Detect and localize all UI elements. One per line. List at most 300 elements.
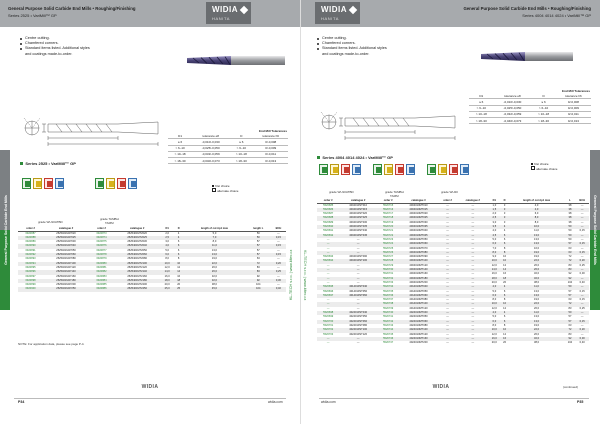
right-logo-text: WIDIA — [321, 5, 348, 14]
legend-first-choice: first choice — [212, 184, 238, 188]
table-cell: 2525401MT2160 — [127, 274, 147, 278]
table-cell: 4004010ST035 — [339, 225, 377, 229]
table-cell: 5520690 — [317, 225, 339, 229]
table-cell: 8,0 — [492, 298, 497, 302]
table-cell: 10,0 — [488, 302, 500, 306]
table-cell: 13,0 — [183, 253, 246, 257]
table-cell: 83 — [568, 263, 572, 267]
table-cell: 6920885 — [96, 283, 107, 287]
table-cell: 19,0 — [534, 298, 540, 302]
left-feature-bullets — [20, 36, 95, 57]
left-logo-text: WIDIA — [212, 5, 239, 14]
table-cell: — — [277, 248, 280, 252]
tol-header-cell: tolerance e8 — [494, 93, 532, 99]
table-cell: 16 — [501, 337, 509, 341]
tol-cell: 0/-0,011 — [556, 111, 591, 117]
table-cell: 6920889 — [25, 240, 36, 244]
table-cell: — — [457, 311, 488, 315]
table-cell: 5520691 — [323, 229, 334, 233]
table-cell: 5520718 — [377, 216, 399, 220]
table-cell: 4014010MT060 — [399, 294, 437, 298]
table-cell: 104 — [567, 280, 573, 284]
table-cell: 4,0 — [160, 244, 174, 248]
table-cell: 6 — [177, 240, 180, 244]
table-cell: — — [446, 203, 449, 207]
table-cell: 4004010MT040 — [409, 229, 428, 233]
table-cell: 4004010MT025 — [399, 216, 437, 220]
left-footer-rule — [14, 398, 286, 399]
table-cell: — — [446, 237, 449, 241]
table-cell: 7,0 — [492, 246, 497, 250]
table-cell: 4,0 — [488, 311, 500, 315]
legend-alternate-choice: alternate choice — [531, 166, 557, 171]
right-grade2-label: grade TAMBH — [385, 190, 404, 194]
table-cell: 83 — [256, 265, 260, 269]
table-cell: 9,0 — [492, 255, 497, 259]
table-cell: 5520733 — [383, 280, 394, 284]
cast-iron-material-icon — [44, 178, 53, 189]
table-cell: 5520717 — [383, 212, 394, 216]
table-cell: 2,5 — [160, 236, 174, 240]
table-cell: 5520685 — [323, 203, 334, 207]
table-cell: — — [277, 231, 280, 235]
table-cell: 11,0 — [509, 311, 565, 315]
table-cell: 13,0 — [534, 237, 540, 241]
right-bullet: Chamfered corners. — [317, 41, 392, 46]
table-cell: 6920888 — [18, 236, 43, 240]
tol-cell: > 18–30 — [229, 157, 253, 163]
table-cell: 19,0 — [534, 255, 540, 259]
nonferrous-material-icon — [55, 178, 64, 189]
table-cell: — — [446, 272, 449, 276]
table-cell: 50 — [564, 225, 575, 229]
table-cell: — — [438, 328, 458, 332]
steel-material-icon — [22, 178, 31, 189]
table-cell: — — [356, 341, 360, 345]
table-cell: 8,0 — [534, 220, 539, 224]
table-cell: 8,0 — [165, 257, 169, 261]
table-cell: — — [438, 251, 458, 255]
table-cell: 4024010MT080 — [409, 323, 428, 327]
table-cell: — — [471, 263, 475, 267]
table-cell: 2525401M47180 — [43, 279, 89, 283]
table-cell: — — [317, 242, 339, 246]
table-cell: — — [580, 332, 584, 336]
table-cell: 50 — [246, 236, 271, 240]
table-cell: 5520697 — [317, 294, 339, 298]
table-cell: 5520725 — [383, 246, 394, 250]
table-cell: — — [356, 280, 360, 284]
table-cell: — — [575, 225, 589, 229]
tolerance-caption: End Mill Tolerances — [562, 88, 590, 93]
table-cell: 2,0 — [492, 212, 497, 216]
table-cell: 104 — [256, 283, 261, 287]
table-cell: 6920886 — [89, 287, 114, 291]
table-cell: 2,5 — [488, 216, 500, 220]
table-cell: 5520715 — [383, 203, 394, 207]
table-cell: 2525401MT2180 — [114, 279, 160, 283]
table-cell: 6920877 — [96, 248, 107, 252]
table-cell: — — [356, 298, 360, 302]
table-cell: 5520746 — [377, 337, 399, 341]
tol-row — [168, 157, 288, 163]
table-cell: 13,0 — [534, 315, 540, 319]
col-header: order # — [317, 199, 339, 203]
table-cell: — — [446, 220, 449, 224]
table-cell: 5,0 — [492, 315, 497, 319]
table-cell: 6,0 — [488, 294, 500, 298]
right-bullet: Centre cutting. — [317, 36, 392, 41]
stainless-material-icon — [33, 178, 42, 189]
table-cell: 4004010MT035 — [399, 225, 437, 229]
table-cell: 12,0 — [491, 306, 497, 310]
table-cell: 6 — [501, 320, 509, 324]
table-cell: — — [471, 229, 475, 233]
table-cell: 5520729 — [383, 263, 394, 267]
left-end-mill-photo — [185, 52, 285, 68]
table-cell: 0,15 — [271, 236, 286, 240]
table-cell: — — [438, 302, 458, 306]
table-cell: 18 — [501, 277, 509, 281]
table-cell: 5,0 — [212, 231, 217, 235]
table-cell: 5520700 — [317, 320, 339, 324]
right-choice-legend — [531, 162, 557, 172]
tol-cell: -0,025/-0,050 — [192, 145, 229, 151]
table-cell: 4004010MT140 — [399, 268, 437, 272]
table-cell: 22,0 — [509, 259, 565, 263]
table-cell: 2525401M47120 — [56, 265, 76, 269]
table-cell: 1,0 — [492, 203, 497, 207]
table-cell: 12 — [503, 306, 507, 310]
table-cell: 10,0 — [488, 328, 500, 332]
steel-material-icon — [95, 178, 104, 189]
table-cell: 5520737 — [383, 298, 394, 302]
table-cell: — — [339, 337, 377, 341]
table-cell: — — [317, 302, 339, 306]
table-cell: 20,0 — [491, 341, 497, 345]
left-technical-drawing — [18, 100, 168, 152]
table-cell: 6 — [174, 244, 183, 248]
table-cell: — — [438, 208, 458, 212]
table-row — [18, 287, 286, 291]
right-continued-label: (continued) — [563, 385, 579, 389]
table-cell: 63 — [568, 246, 572, 250]
right-footer-logo: WIDIA — [432, 384, 450, 390]
tol-row — [469, 117, 591, 123]
table-cell: — — [326, 272, 330, 276]
table-cell: 19,0 — [509, 251, 565, 255]
table-cell: — — [457, 302, 488, 306]
table-cell: 57 — [246, 253, 271, 257]
right-material-icons-grade3 — [427, 164, 469, 175]
table-cell: 16,0 — [164, 274, 170, 278]
table-cell: 10,0 — [509, 225, 565, 229]
table-cell: 38 — [564, 216, 575, 220]
col-header: catalogue # — [457, 199, 488, 203]
table-cell: — — [457, 294, 488, 298]
table-cell: 4004010MT090 — [409, 255, 428, 259]
table-row — [317, 341, 589, 345]
table-cell: 5520720 — [377, 225, 399, 229]
table-cell: — — [317, 251, 339, 255]
table-cell: — — [471, 289, 475, 293]
table-cell: — — [580, 220, 584, 224]
table-cell: 4 — [501, 311, 509, 315]
table-cell: — — [438, 285, 458, 289]
table-cell: 4024010MT160 — [399, 337, 437, 341]
table-cell: 72 — [564, 302, 575, 306]
table-cell: — — [580, 246, 584, 250]
table-cell: 6 — [503, 289, 506, 293]
right-tolerance-table — [469, 88, 591, 124]
table-cell: 4 — [501, 285, 509, 289]
right-logo-subtext: HANITA — [321, 16, 339, 21]
table-cell: 6,0 — [534, 212, 539, 216]
table-cell: 4014010MT080 — [409, 298, 428, 302]
table-cell: 4,5 — [488, 234, 500, 238]
table-cell: 4024010ST040 — [339, 311, 377, 315]
table-cell: 2525401MT2140 — [114, 270, 160, 274]
tol-cell: 0/-0,013 — [253, 157, 288, 163]
table-cell: 6,0 — [488, 242, 500, 246]
table-cell: 8,0 — [488, 251, 500, 255]
right-footer-web[interactable]: widia.com — [321, 400, 336, 404]
tol-cell: 0/-0,009 — [253, 145, 288, 151]
table-cell: 4,0 — [534, 203, 539, 207]
table-cell: 2525401M47080 — [56, 257, 76, 261]
table-cell: 0,20 — [575, 328, 589, 332]
table-cell: — — [438, 320, 458, 324]
table-cell: — — [471, 220, 475, 224]
table-cell: 4004010MT160 — [409, 272, 428, 276]
left-choice-legend — [212, 184, 238, 194]
table-cell: 8 — [503, 246, 506, 250]
table-cell: 6 — [174, 253, 183, 257]
table-cell: 4004010MT045 — [399, 234, 437, 238]
table-cell: 50 — [568, 229, 572, 233]
table-cell: 50 — [564, 234, 575, 238]
tol-cell: -0,010/-0,030 — [192, 139, 229, 145]
table-cell: — — [446, 298, 449, 302]
table-cell: 4004010MT050 — [409, 237, 428, 241]
table-cell: 2525401M47050 — [56, 248, 76, 252]
stainless-material-icon — [438, 164, 447, 175]
table-cell: 83 — [568, 306, 572, 310]
table-cell: 2525401MT2120 — [127, 265, 147, 269]
table-cell: 0,20 — [575, 259, 589, 263]
table-cell: — — [457, 225, 488, 229]
table-cell: 0,20 — [271, 262, 286, 266]
table-cell: 92 — [256, 274, 260, 278]
table-cell: 5520738 — [377, 302, 399, 306]
table-cell: 5520686 — [317, 208, 339, 212]
table-cell: 5520703 — [323, 332, 334, 336]
stainless-material-icon — [384, 164, 393, 175]
nonferrous-material-icon — [128, 178, 137, 189]
table-cell: 5520694 — [317, 259, 339, 263]
table-cell: 5520722 — [377, 234, 399, 238]
table-cell: 8 — [177, 257, 180, 261]
table-cell: 4014010ST040 — [339, 285, 377, 289]
table-cell: — — [471, 280, 475, 284]
table-cell: 6920894 — [18, 262, 43, 266]
table-cell: 4024010ST050 — [349, 315, 368, 319]
table-cell: 2525401MT2060 — [114, 253, 160, 257]
table-cell: 3,0 — [492, 220, 497, 224]
right-grade1-label: grade WU10ATBD — [329, 190, 354, 194]
table-cell: 50 — [564, 311, 575, 315]
table-cell: 6 — [503, 315, 506, 319]
table-cell: — — [471, 332, 475, 336]
table-cell: — — [446, 332, 449, 336]
tol-cell: > 10–18 — [469, 111, 494, 117]
table-cell: 14,0 — [160, 270, 174, 274]
right-series-title: Series 4004 4014 4024 • VariMill™ GP — [317, 155, 393, 160]
table-cell: 4,0 — [492, 229, 497, 233]
table-cell: 12 — [503, 263, 507, 267]
table-cell: — — [326, 237, 330, 241]
cast-iron-material-icon — [117, 178, 126, 189]
table-cell: 57 — [256, 240, 260, 244]
cast-iron-material-icon — [395, 164, 404, 175]
table-cell: — — [457, 337, 488, 341]
tol-header-cell: D1 — [168, 133, 192, 139]
table-cell: 5520689 — [323, 220, 334, 224]
tol-cell: > 6–10 — [469, 105, 494, 111]
table-cell: 4004010MT100 — [399, 259, 437, 263]
table-cell: 22,0 — [509, 302, 565, 306]
table-cell: 13,0 — [211, 248, 217, 252]
left-header-title: General Purpose Solid Carbide End Mills • Roughing/Finishing — [8, 6, 136, 11]
table-cell: — — [457, 208, 488, 212]
table-cell: — — [326, 341, 330, 345]
left-logo-diamond-icon — [240, 6, 248, 14]
table-cell: 6 — [501, 242, 509, 246]
table-cell: — — [471, 237, 475, 241]
steel-material-icon — [427, 164, 436, 175]
table-cell: — — [356, 263, 360, 267]
table-cell: 38 — [568, 203, 572, 207]
table-cell: 4024010MT040 — [399, 311, 437, 315]
table-cell: 4024010MT120 — [409, 332, 428, 336]
table-cell: 38 — [568, 212, 572, 216]
table-cell: 6920887 — [25, 231, 36, 235]
table-cell: 0,15 — [271, 253, 286, 257]
tol-cell: > 18–30 — [469, 117, 494, 123]
table-cell: 6920880 — [89, 262, 114, 266]
table-cell: 38,0 — [534, 341, 540, 345]
table-cell: 5520736 — [377, 294, 399, 298]
left-footer-web[interactable]: widia.com — [268, 400, 283, 404]
table-cell: 6,0 — [488, 320, 500, 324]
right-header-bar — [301, 0, 600, 27]
table-cell: 6920898 — [18, 279, 43, 283]
table-cell: — — [575, 208, 589, 212]
table-cell: — — [356, 272, 360, 276]
table-cell: 5520727 — [383, 255, 394, 259]
table-cell: — — [580, 212, 584, 216]
tol-cell: ≤ 6 — [469, 99, 494, 105]
table-cell: 4004010MT060 — [399, 242, 437, 246]
table-cell: 6920883 — [96, 274, 107, 278]
legend-first-choice: first choice — [531, 162, 557, 166]
left-series-title: Series 2525 • VariMill™ GP — [20, 161, 76, 166]
table-cell: 8 — [501, 251, 509, 255]
table-cell: — — [446, 229, 449, 233]
table-cell: 83 — [246, 270, 271, 274]
table-cell: 20,0 — [491, 280, 497, 284]
table-cell: 63 — [568, 323, 572, 327]
table-cell: 10 — [501, 328, 509, 332]
table-cell: 5,0 — [492, 289, 497, 293]
table-cell: — — [457, 320, 488, 324]
table-cell: 6920891 — [25, 248, 36, 252]
table-cell: 6 — [177, 248, 180, 252]
table-cell: 22,0 — [509, 328, 565, 332]
table-cell: 50 — [568, 237, 572, 241]
table-cell: 5,0 — [492, 237, 497, 241]
table-cell: 4004010ST100 — [339, 259, 377, 263]
table-cell: 6920881 — [96, 265, 107, 269]
table-cell: 4 — [174, 236, 183, 240]
table-cell: 6920874 — [89, 236, 114, 240]
table-cell: 4004010ST025 — [339, 216, 377, 220]
table-cell: 5520740 — [377, 311, 399, 315]
table-cell: 104 — [567, 341, 573, 345]
table-cell: — — [438, 259, 458, 263]
table-cell: 5520692 — [317, 234, 339, 238]
table-cell: 4004010MT070 — [409, 246, 428, 250]
right-side-label: General Purpose Solid Carbide End Mills — [593, 195, 597, 265]
table-cell: 83 — [568, 332, 572, 336]
table-cell: 4014010MT120 — [409, 306, 428, 310]
table-cell: 4004010ST045 — [339, 234, 377, 238]
table-cell: 13,0 — [509, 242, 565, 246]
col-header: D1 — [488, 199, 500, 203]
table-cell: 2525401MT2020 — [127, 231, 147, 235]
left-bullet: Centre cutting. — [20, 36, 95, 41]
table-cell: — — [457, 328, 488, 332]
table-cell: 4,0 — [509, 208, 565, 212]
table-cell: 57 — [564, 320, 575, 324]
table-cell: 4004010MT030 — [409, 220, 428, 224]
table-cell: 4 — [501, 225, 509, 229]
table-cell: 63 — [564, 251, 575, 255]
table-cell: — — [326, 298, 330, 302]
tol-cell: > 6–10 — [168, 145, 192, 151]
right-page — [300, 0, 600, 424]
table-cell: 4024010MT100 — [399, 328, 437, 332]
table-cell: 57 — [564, 242, 575, 246]
table-cell: 38 — [564, 208, 575, 212]
stainless-material-icon — [330, 164, 339, 175]
table-cell: 2525401MT2200 — [127, 283, 147, 287]
table-cell: — — [457, 277, 488, 281]
table-cell: 16,0 — [534, 246, 540, 250]
table-cell: 2525401M47030 — [56, 240, 76, 244]
table-cell: 26,0 — [211, 265, 217, 269]
table-cell: — — [438, 268, 458, 272]
right-header-title: General Purpose Solid Carbide End Mills • Roughing/Finishing — [463, 6, 591, 11]
table-cell: 6920884 — [89, 279, 114, 283]
table-cell: 3 — [503, 212, 506, 216]
table-cell: 3,0 — [165, 240, 169, 244]
legend-alternate-choice: alternate choice — [212, 188, 238, 193]
left-vertical-web: KL-TECH s.r.o. | www.kltec.cz — [289, 249, 293, 300]
table-cell: — — [277, 240, 280, 244]
table-cell: 18,0 — [488, 277, 500, 281]
table-cell: — — [446, 289, 449, 293]
